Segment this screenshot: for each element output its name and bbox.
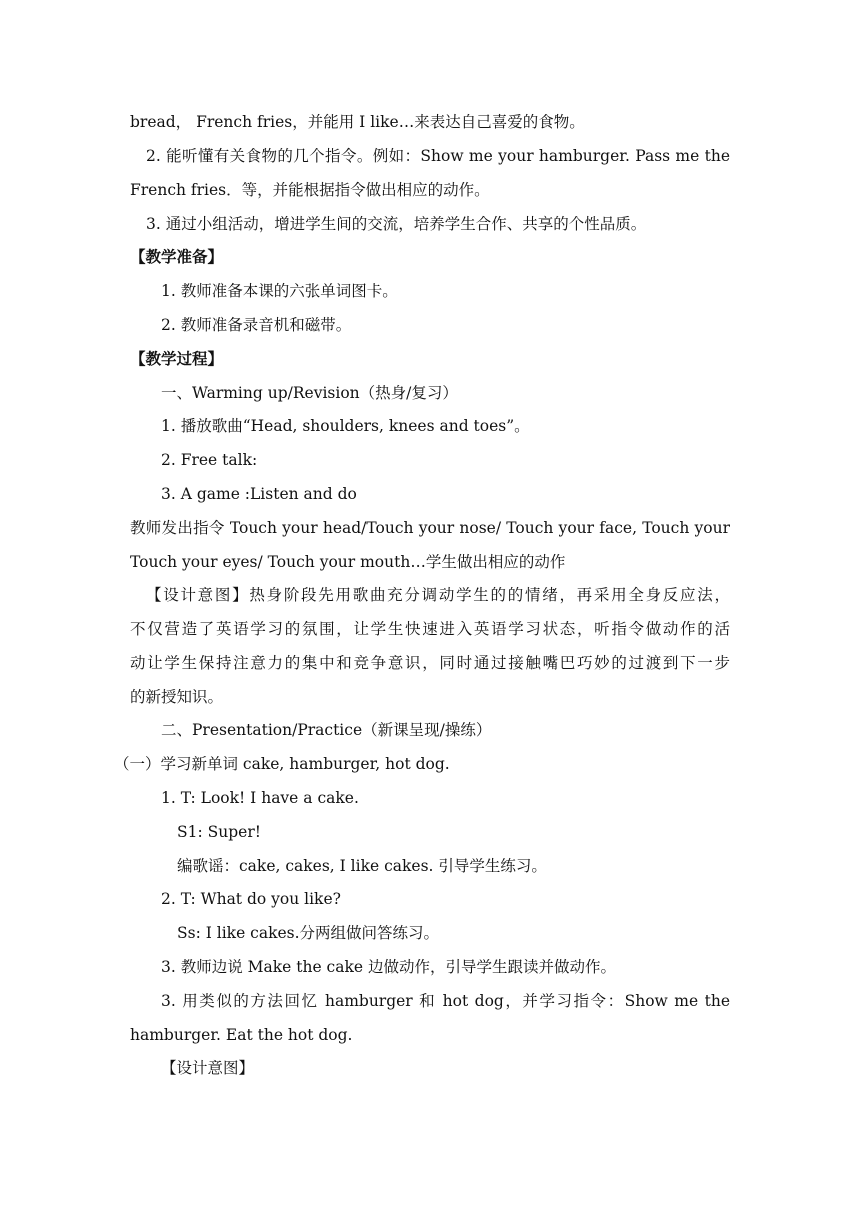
objective-1-continued: bread， French fries，并能用 I like…来表达自己喜爱的食物。	[130, 113, 585, 131]
design-intent-1-line-3: 动让学生保持注意力的集中和竞争意识，同时通过接触嘴巴巧妙的过渡到下一步	[130, 654, 730, 672]
step-2-item-4-line-1: 3. 用类似的方法回忆 hamburger 和 hot dog，并学习指令：Show me the	[161, 992, 730, 1010]
design-intent-2-heading: 【设计意图】	[161, 1059, 255, 1077]
process-heading: 【教学过程】	[130, 349, 224, 368]
step-2-item-1-response: S1: Super!	[177, 823, 261, 841]
preparation-heading: 【教学准备】	[130, 247, 224, 266]
step-1-item-1: 1. 播放歌曲“Head, shoulders, knees and toes”。	[161, 417, 530, 435]
objective-3: 3. 通过小组活动，增进学生间的交流，培养学生合作、共享的个性品质。	[146, 215, 647, 233]
design-intent-1-line-1: 【设计意图】热身阶段先用歌曲充分调动学生的的情绪，再采用全身反应法，	[146, 586, 730, 604]
step-1-title: 一、Warming up/Revision（热身/复习）	[161, 384, 458, 402]
step-2-subsection-1: （一）学习新单词 cake, hamburger, hot dog.	[114, 755, 450, 773]
step-2-item-4-line-2: hamburger. Eat the hot dog.	[130, 1026, 353, 1044]
step-2-title: 二、Presentation/Practice（新课呈现/操练）	[161, 721, 492, 739]
step-2-item-3: 3. 教师边说 Make the cake 边做动作，引导学生跟读并做动作。	[161, 958, 616, 976]
step-1-item-3: 3. A game :Listen and do	[161, 485, 357, 503]
step-2-item-1-chant: 编歌谣：cake, cakes, I like cakes. 引导学生练习。	[177, 857, 547, 875]
step-2-item-2: 2. T: What do you like?	[161, 890, 341, 908]
preparation-item-2: 2. 教师准备录音机和磁带。	[161, 316, 352, 334]
step-2-item-1: 1. T: Look! I have a cake.	[161, 789, 359, 807]
step-1-item-2: 2. Free talk:	[161, 451, 258, 469]
preparation-item-1: 1. 教师准备本课的六张单词图卡。	[161, 282, 398, 300]
step-1-item-3-instruction-line-2: Touch your eyes/ Touch your mouth…学生做出相应的动作	[130, 553, 566, 571]
step-2-item-2-response: Ss: I like cakes.分两组做问答练习。	[177, 924, 440, 942]
objective-2-line-2: French fries．等，并能根据指令做出相应的动作。	[130, 181, 490, 199]
design-intent-1-line-4: 的新授知识。	[130, 688, 224, 706]
design-intent-1-line-2: 不仅营造了英语学习的氛围，让学生快速进入英语学习状态，听指令做动作的活	[130, 620, 730, 638]
objective-2-line-1: 2. 能听懂有关食物的几个指令。例如：Show me your hamburger. Pass me the	[146, 147, 730, 165]
step-1-item-3-instruction-line-1: 教师发出指令 Touch your head/Touch your nose/ Touch your face, Touch your	[130, 519, 730, 537]
